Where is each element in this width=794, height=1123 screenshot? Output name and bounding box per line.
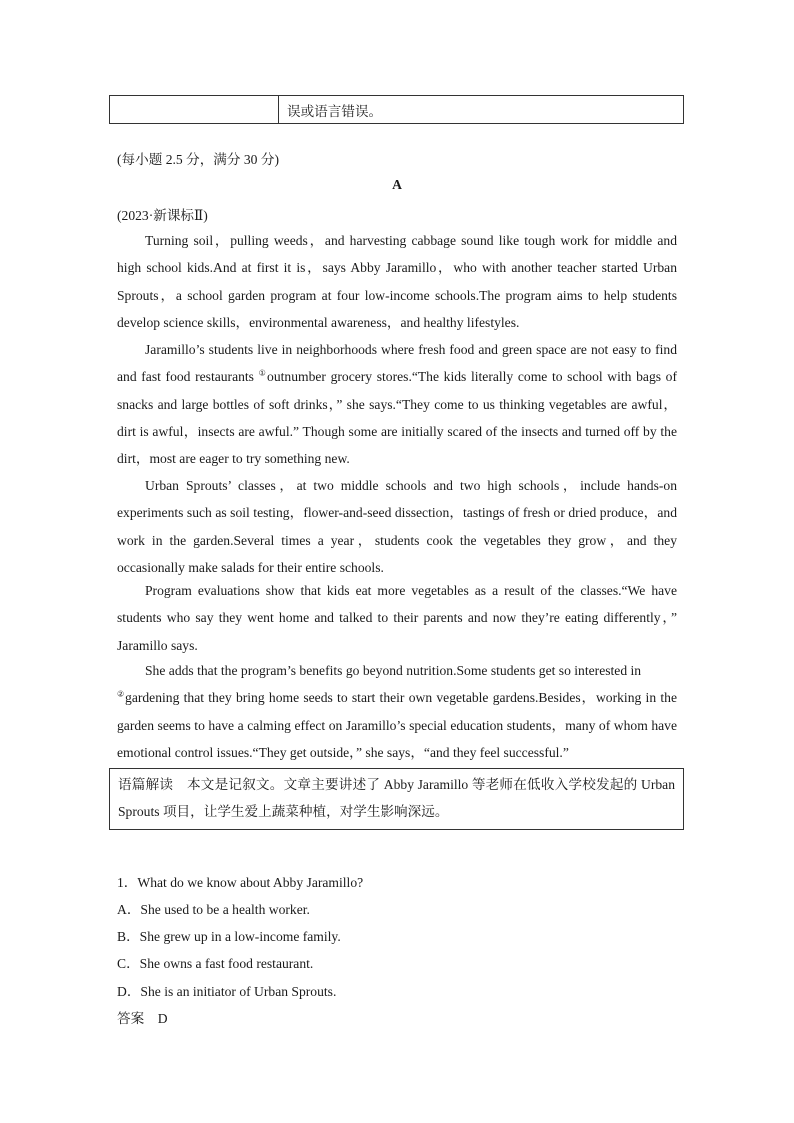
option-a: A．She used to be a health worker.: [117, 902, 310, 917]
table-cell-left: [110, 96, 279, 123]
paragraph-3: Urban Sprouts’ classes，at two middle schools and two high schools，include hands-on experiments such as soil testing，flower-and-seed dissection，tastings of fresh or dried produce，and work in the garden.Several times a year，students cook the vegetables they grow，and they occasionally make salads for their entire schools.: [117, 478, 677, 575]
answer-line: 答案 D: [117, 1011, 168, 1026]
paragraph-5: She adds that the program’s benefits go beyond nutrition.Some students get so interested in ②gardening that they bring home seeds to start their own vegetable gardens.Besides，working in the garden seems to have a calming effect on Jaramillo’s special education students，many of whom have emotional control issues.“They get outside，” she says，“and they feel successful.”: [117, 663, 677, 760]
footnote-marker-1: ①: [258, 368, 268, 378]
question-stem: 1．What do we know about Abby Jaramillo?: [117, 875, 364, 890]
passage-analysis-box: 语篇解读 本文是记叙文。文章主要讲述了 Abby Jaramillo 等老师在低收入学校发起的 Urban Sprouts 项目，让学生爱上蔬菜种植，对学生影响深远。: [109, 768, 684, 830]
section-label: A: [392, 177, 402, 192]
score-note: (每小题 2.5 分，满分 30 分): [117, 152, 279, 167]
footnote-marker-2: ②: [117, 689, 126, 699]
option-d: D．She is an initiator of Urban Sprouts.: [117, 984, 337, 999]
paragraph-2: Jaramillo’s students live in neighborhoods where fresh food and green space are not easy to find and fast food restaurants ①outnumber grocery stores.“The kids literally come to school with bags of snacks and large bottles of soft drinks，” she says.“They come to us thinking vegetables are awful，dirt is awful，insects are awful.” Though some are initially scared of the insects and turned off by the dirt，most are eager to try something new.: [117, 342, 677, 467]
option-b: B．She grew up in a low-income family.: [117, 929, 341, 944]
option-c: C．She owns a fast food restaurant.: [117, 956, 314, 971]
paragraph-1: Turning soil，pulling weeds，and harvesting cabbage sound like tough work for middle and high school kids.And at first it is，says Abby Jaramillo，who with another teacher started Urban Sprouts，a school garden program at four low-income schools.The program aims to help students develop science skills，environmental awareness，and healthy lifestyles.: [117, 233, 677, 330]
table-cell-right: 误或语言错误。: [287, 104, 383, 119]
paragraph-4: Program evaluations show that kids eat more vegetables as a result of the classes.“We have students who say they went home and talked to their parents and now they’re eating differently，” Jaramillo says.: [117, 583, 677, 653]
top-table: [109, 95, 684, 124]
source-label: (2023·新课标Ⅱ): [117, 208, 208, 223]
